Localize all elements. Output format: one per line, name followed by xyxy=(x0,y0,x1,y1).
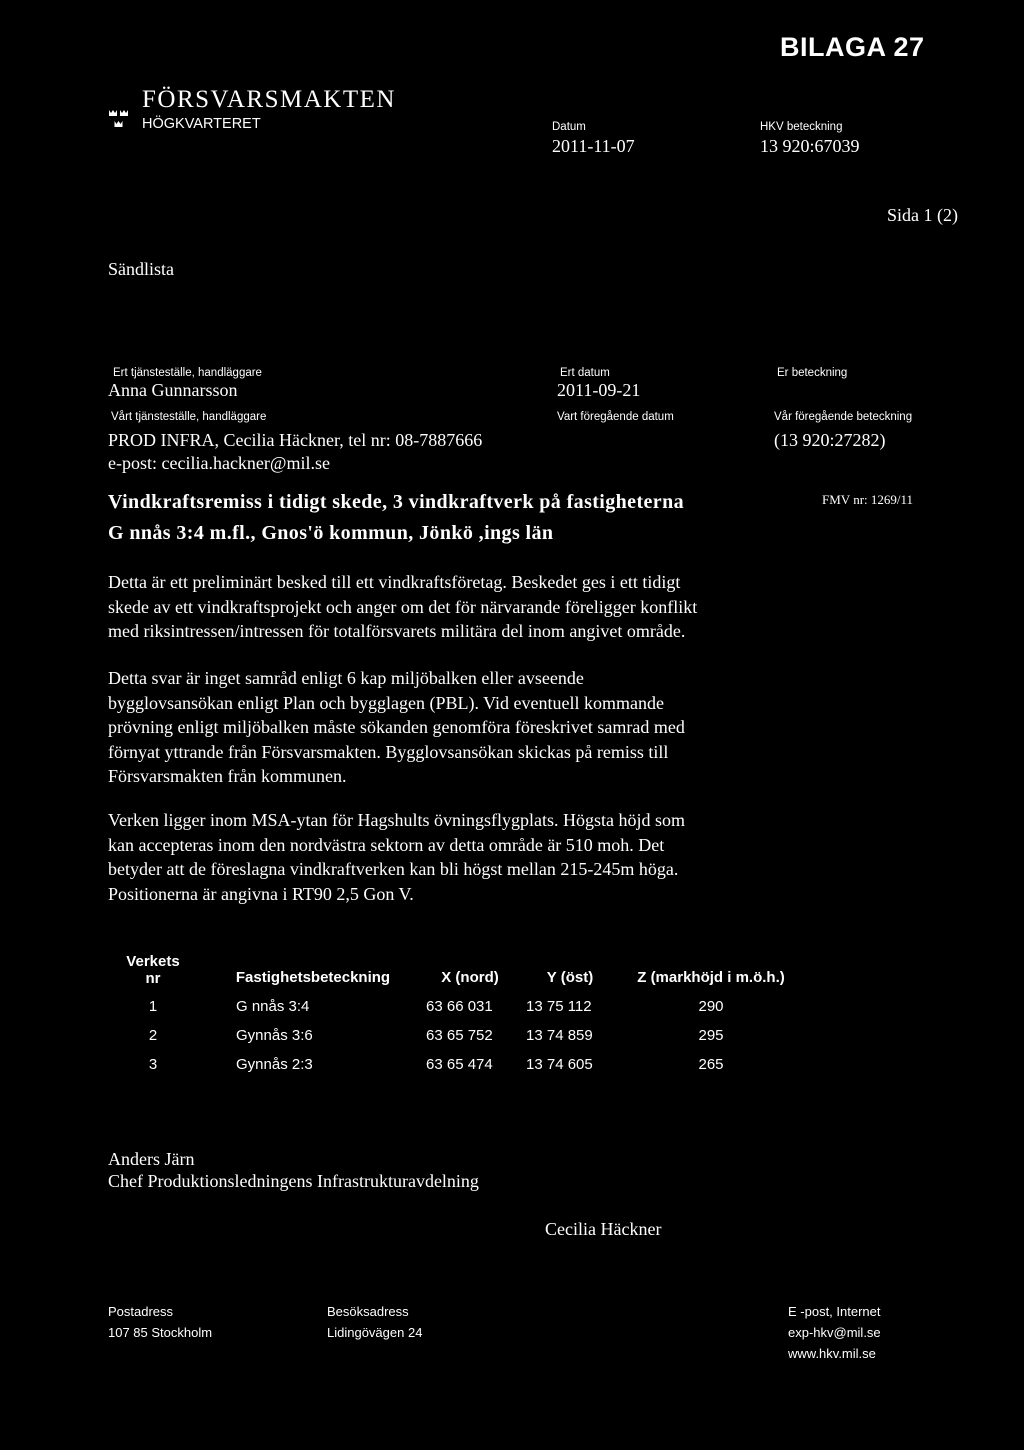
footer-web-value: www.hkv.mil.se xyxy=(788,1346,876,1361)
cell-number: 2 xyxy=(148,1027,158,1044)
recipient: Sändlista xyxy=(108,259,174,279)
paragraph-2 xyxy=(108,666,798,789)
paragraph-line: förnyat yttrande från Försvarsmakten. Bygglovsansökan skickas på remiss till xyxy=(108,741,669,762)
paragraph-line: Verken ligger inom MSA-ytan för Hagshults övningsflygplats. Högsta höjd som xyxy=(108,810,685,830)
table-row xyxy=(100,1050,802,1079)
paragraph-line: med riksintressen/intressen för totalförsvarets militära del inom angivet område. xyxy=(108,621,686,641)
ref-value: 13 920:67039 xyxy=(760,136,860,156)
signatory-title: Chef Produktionsledningens Infrastrukturavdelning xyxy=(108,1171,479,1191)
their-office-label: Ert tjänsteställe, handläggare xyxy=(113,367,262,379)
cell-z: 295 xyxy=(698,1027,724,1044)
date-label: Datum xyxy=(552,121,586,133)
footer-visit-value: Lidingövägen 24 xyxy=(327,1325,423,1340)
paragraph-line: Positionerna är angivna i RT90 2,5 Gon V. xyxy=(108,883,414,904)
cell-x: 63 65 474 xyxy=(426,1056,493,1073)
their-date-label: Ert datum xyxy=(560,367,610,379)
our-email: e-post: cecilia.hackner@mil.se xyxy=(108,453,330,473)
org-name: FÖRSVARSMAKTEN xyxy=(142,86,396,113)
our-office-label: Vårt tjänsteställe, handläggare xyxy=(111,411,267,423)
paragraph-1 xyxy=(108,570,798,644)
footer-post-label: Postadress xyxy=(108,1304,174,1319)
col-header-number: Verkets nr xyxy=(126,953,180,987)
paragraph-line: Försvarsmakten från kommunen. xyxy=(108,766,347,786)
signatory-name: Anders Järn xyxy=(108,1149,195,1169)
col-header-z: Z (markhöjd i m.ö.h.) xyxy=(637,968,785,986)
cell-property: Gynnås 2:3 xyxy=(236,1056,313,1073)
paragraph-line: bygglovsansökan enligt Plan och bygglagen (PBL). Vid eventuell kommande xyxy=(108,692,664,713)
fmv-number: FMV nr: 1269/11 xyxy=(822,492,914,507)
ref-label: HKV beteckning xyxy=(760,121,843,133)
cell-property: G nnås 3:4 xyxy=(236,998,310,1015)
their-office-value: Anna Gunnarsson xyxy=(108,380,238,400)
table-header-row xyxy=(100,948,802,992)
attachment-label: BILAGA 27 xyxy=(780,32,925,62)
paragraph-line: kan accepteras inom den nordvästra sektorn av detta område är 510 moh. Det xyxy=(108,834,665,855)
their-date-value: 2011-09-21 xyxy=(557,380,641,400)
page-number: Sida 1 (2) xyxy=(887,205,958,225)
cell-property: Gynnås 3:6 xyxy=(236,1027,313,1044)
cell-number: 1 xyxy=(148,998,158,1015)
footer-visit-label: Besöksadress xyxy=(327,1304,409,1319)
table-row xyxy=(100,1021,802,1050)
org-unit: HÖGKVARTERET xyxy=(142,116,261,132)
paragraph-line: Detta svar är inget samråd enligt 6 kap miljöbalken eller avseende xyxy=(108,668,584,688)
col-header-y: Y (öst) xyxy=(546,968,594,986)
cell-y: 13 75 112 xyxy=(526,998,592,1015)
paragraph-3 xyxy=(108,808,798,906)
paragraph-line: Detta är ett preliminärt besked till ett vindkraftsföretag. Beskedet ges i ett tidigt xyxy=(108,572,681,592)
subject-line-2: G nnås 3:4 m.fl., Gnos'ö kommun, Jönkö ,ings län xyxy=(108,522,554,544)
col-header-property: Fastighetsbeteckning xyxy=(235,968,391,986)
three-crowns-icon xyxy=(108,108,130,132)
our-office-value: PROD INFRA, Cecilia Häckner, tel nr: 08-7887666 xyxy=(108,430,483,450)
cell-y: 13 74 859 xyxy=(526,1027,593,1044)
turbine-table xyxy=(100,948,802,1079)
cell-x: 63 65 752 xyxy=(426,1027,493,1044)
date-value: 2011-11-07 xyxy=(552,136,635,156)
table-row xyxy=(100,992,802,1021)
footer-email-label: E -post, Internet xyxy=(788,1304,881,1319)
cell-z: 290 xyxy=(698,998,724,1015)
cell-number: 3 xyxy=(148,1056,158,1073)
their-ref-label: Er beteckning xyxy=(777,367,848,379)
cell-y: 13 74 605 xyxy=(526,1056,593,1073)
our-prev-ref-value: (13 920:27282) xyxy=(774,430,886,450)
our-prev-ref-label: Vår föregående beteckning xyxy=(774,411,913,423)
handler-name: Cecilia Häckner xyxy=(545,1219,662,1239)
cell-z: 265 xyxy=(698,1056,724,1073)
footer-email-value: exp-hkv@mil.se xyxy=(788,1325,881,1340)
footer-post-value: 107 85 Stockholm xyxy=(108,1325,213,1340)
paragraph-line: prövning enligt miljöbalken måste sökanden genomföra föreskrivet samrad med xyxy=(108,717,685,737)
subject-line-1: Vindkraftsremiss i tidigt skede, 3 vindkraftverk på fastigheterna xyxy=(108,491,684,513)
col-header-x: X (nord) xyxy=(441,968,499,986)
our-prev-date-label: Vart föregående datum xyxy=(557,411,674,423)
cell-x: 63 66 031 xyxy=(426,998,493,1015)
paragraph-line: betyder att de föreslagna vindkraftverken kan bli högst mellan 215-245m höga. xyxy=(108,859,679,879)
paragraph-line: skede av ett vindkraftsprojekt och anger om det för närvarande föreligger konflikt xyxy=(108,596,698,617)
